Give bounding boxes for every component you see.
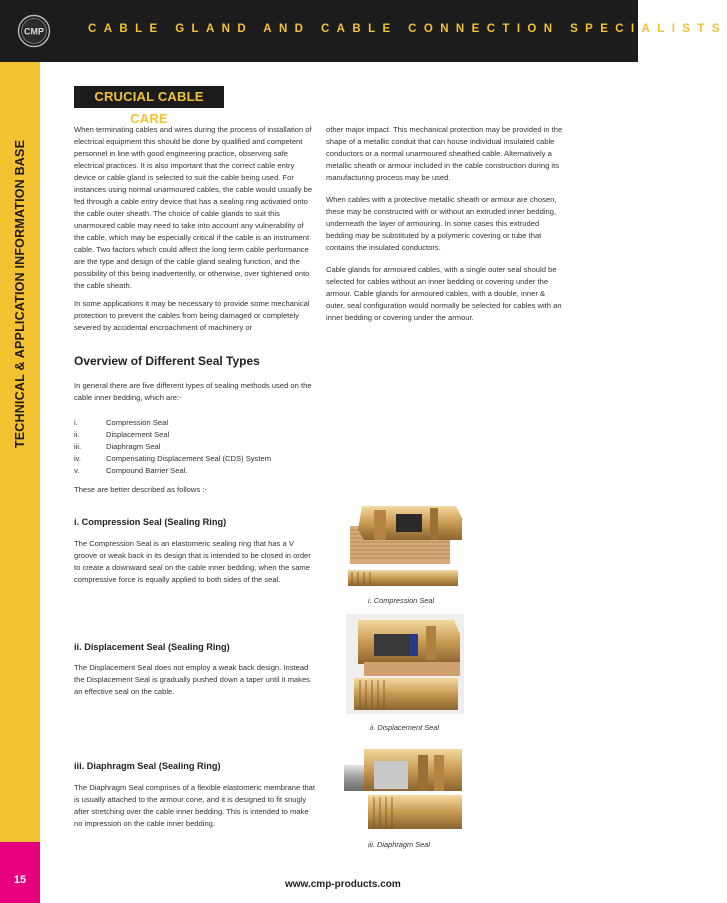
list-item-number: i. bbox=[74, 418, 78, 427]
page-number-block bbox=[0, 842, 40, 903]
compression-seal-image bbox=[344, 500, 466, 592]
intro-right-paragraph-3: Cable glands for armoured cables, with a single outer seal should be selected for cables without an inner bedding or covering under the armour. Cable glands for armoured cables, with a double, inner & outer, seal configuration would normally be selected for cables with an inner bedding or covering under the armour. bbox=[326, 265, 562, 322]
diaphragm-seal-image bbox=[344, 743, 466, 835]
list-item-number: ii. bbox=[74, 430, 80, 439]
list-item-label: Compound Barrier Seal. bbox=[106, 466, 188, 475]
intro-right-paragraph-2: When cables with a protective metallic sheath or armour are chosen, these may be constructed with or without an extruded inner bedding, underneath the layer of armouring. In some cases this extruded bedding may be substituted by a polymeric covering or tube that contains the insulated conductors. bbox=[326, 195, 557, 252]
intro-left-paragraph-2: In some applications it may be necessary to provide some mechanical protection to prevent the cables from being damaged or completely severed by accidental encroachment of machinery or bbox=[74, 299, 310, 332]
overview-outro: These are better described as follows :- bbox=[74, 485, 207, 494]
displacement-seal-heading: ii. Displacement Seal (Sealing Ring) bbox=[74, 642, 230, 652]
list-item bbox=[74, 465, 271, 477]
list-item-label: Compensating Displacement Seal (CDS) System bbox=[106, 454, 272, 463]
list-item bbox=[74, 441, 271, 453]
list-item bbox=[74, 417, 271, 429]
displacement-seal-image bbox=[344, 612, 466, 717]
sidebar bbox=[0, 62, 40, 842]
diaphragm-seal-heading: iii. Diaphragm Seal (Sealing Ring) bbox=[74, 761, 221, 771]
list-item-label: Diaphragm Seal bbox=[106, 442, 161, 451]
intro-right-paragraph-1: other major impact. This mechanical protection may be provided in the shape of a metallic conduit that can house individual insulated cable conductors or a normal unarmoured sheathed cable. Alternatively a metallic sheath or armour included in the cable construction during its manufacturing process may be used. bbox=[326, 125, 563, 182]
list-item-number: iv. bbox=[74, 454, 82, 463]
displacement-seal-text: The Displacement Seal does not employ a weak back design. Instead the Displacement Seal is gradually pushed down a taper until it makes an effective seal on the cable. bbox=[74, 663, 310, 696]
list-item bbox=[74, 453, 271, 465]
overview-intro: In general there are five different types of sealing methods used on the cable inner bedding, which are:- bbox=[74, 381, 312, 402]
intro-left-paragraph-1: When terminating cables and wires during the process of installation of electrical equipment this should be done by qualified and competent personnel in line with good engineering practice, observing safe electrical practices. It is also important that the correct cable entry device or cable gland is selected to suit the cable being used. For instances using normal unarmoured cables, the cable would usually be fed through a cable entry device that has a sealing ring activated onto the cable outer sheath. The choice of cable glands to suit this unarmoured cable may need to take into account any vulnerability of the cable, which may be especially critical if the cable is an instrument cable. Two factors which could affect the long term cable performance are the type and design of the cable gland sealing function, and the possibility of this being inadvertently, or otherwise, over tightened onto the cable sheath. bbox=[74, 125, 313, 290]
list-item-label: Compression Seal bbox=[106, 418, 169, 427]
list-item bbox=[74, 429, 271, 441]
diaphragm-seal-text: The Diaphragm Seal comprises of a flexible elastomeric membrane that is usually attached to the armour cone, and it is designed to fit snugly after stretching over the cable inner bedding. This is intended to make no impression on the cable inner bedding. bbox=[74, 783, 315, 828]
overview-heading: Overview of Different Seal Types bbox=[74, 354, 260, 368]
section-title: CRUCIAL CABLE CARE bbox=[74, 86, 224, 108]
compression-seal-text: The Compression Seal is an elastomeric sealing ring that has a V groove or weak back in its design that is intended to be closed in order to create a downward seal on the cable inner bedding, when the same compressive force is equally applied to both sides of the seal. bbox=[74, 539, 311, 584]
seal-type-list bbox=[74, 417, 271, 477]
footer-url: www.cmp-products.com bbox=[285, 879, 401, 890]
displacement-seal-caption: ii. Displacement Seal bbox=[370, 723, 440, 732]
list-item-number: iii. bbox=[74, 442, 82, 451]
cmp-logo bbox=[14, 14, 54, 48]
sidebar-label: TECHNICAL & APPLICATION INFORMATION BASE bbox=[13, 139, 27, 449]
list-item-label: Displacement Seal bbox=[106, 430, 170, 439]
header-bar bbox=[0, 0, 727, 62]
logo-text: CMP bbox=[24, 26, 44, 37]
header-tagline: CABLE GLAND AND CABLE CONNECTION SPECIALISTS bbox=[88, 23, 727, 35]
diaphragm-seal-caption: iii. Diaphragm Seal bbox=[368, 840, 431, 849]
page-number: 15 bbox=[13, 874, 27, 886]
compression-seal-heading: i. Compression Seal (Sealing Ring) bbox=[74, 517, 227, 527]
compression-seal-caption: i. Compression Seal bbox=[368, 596, 435, 605]
list-item-number: v. bbox=[74, 466, 80, 475]
